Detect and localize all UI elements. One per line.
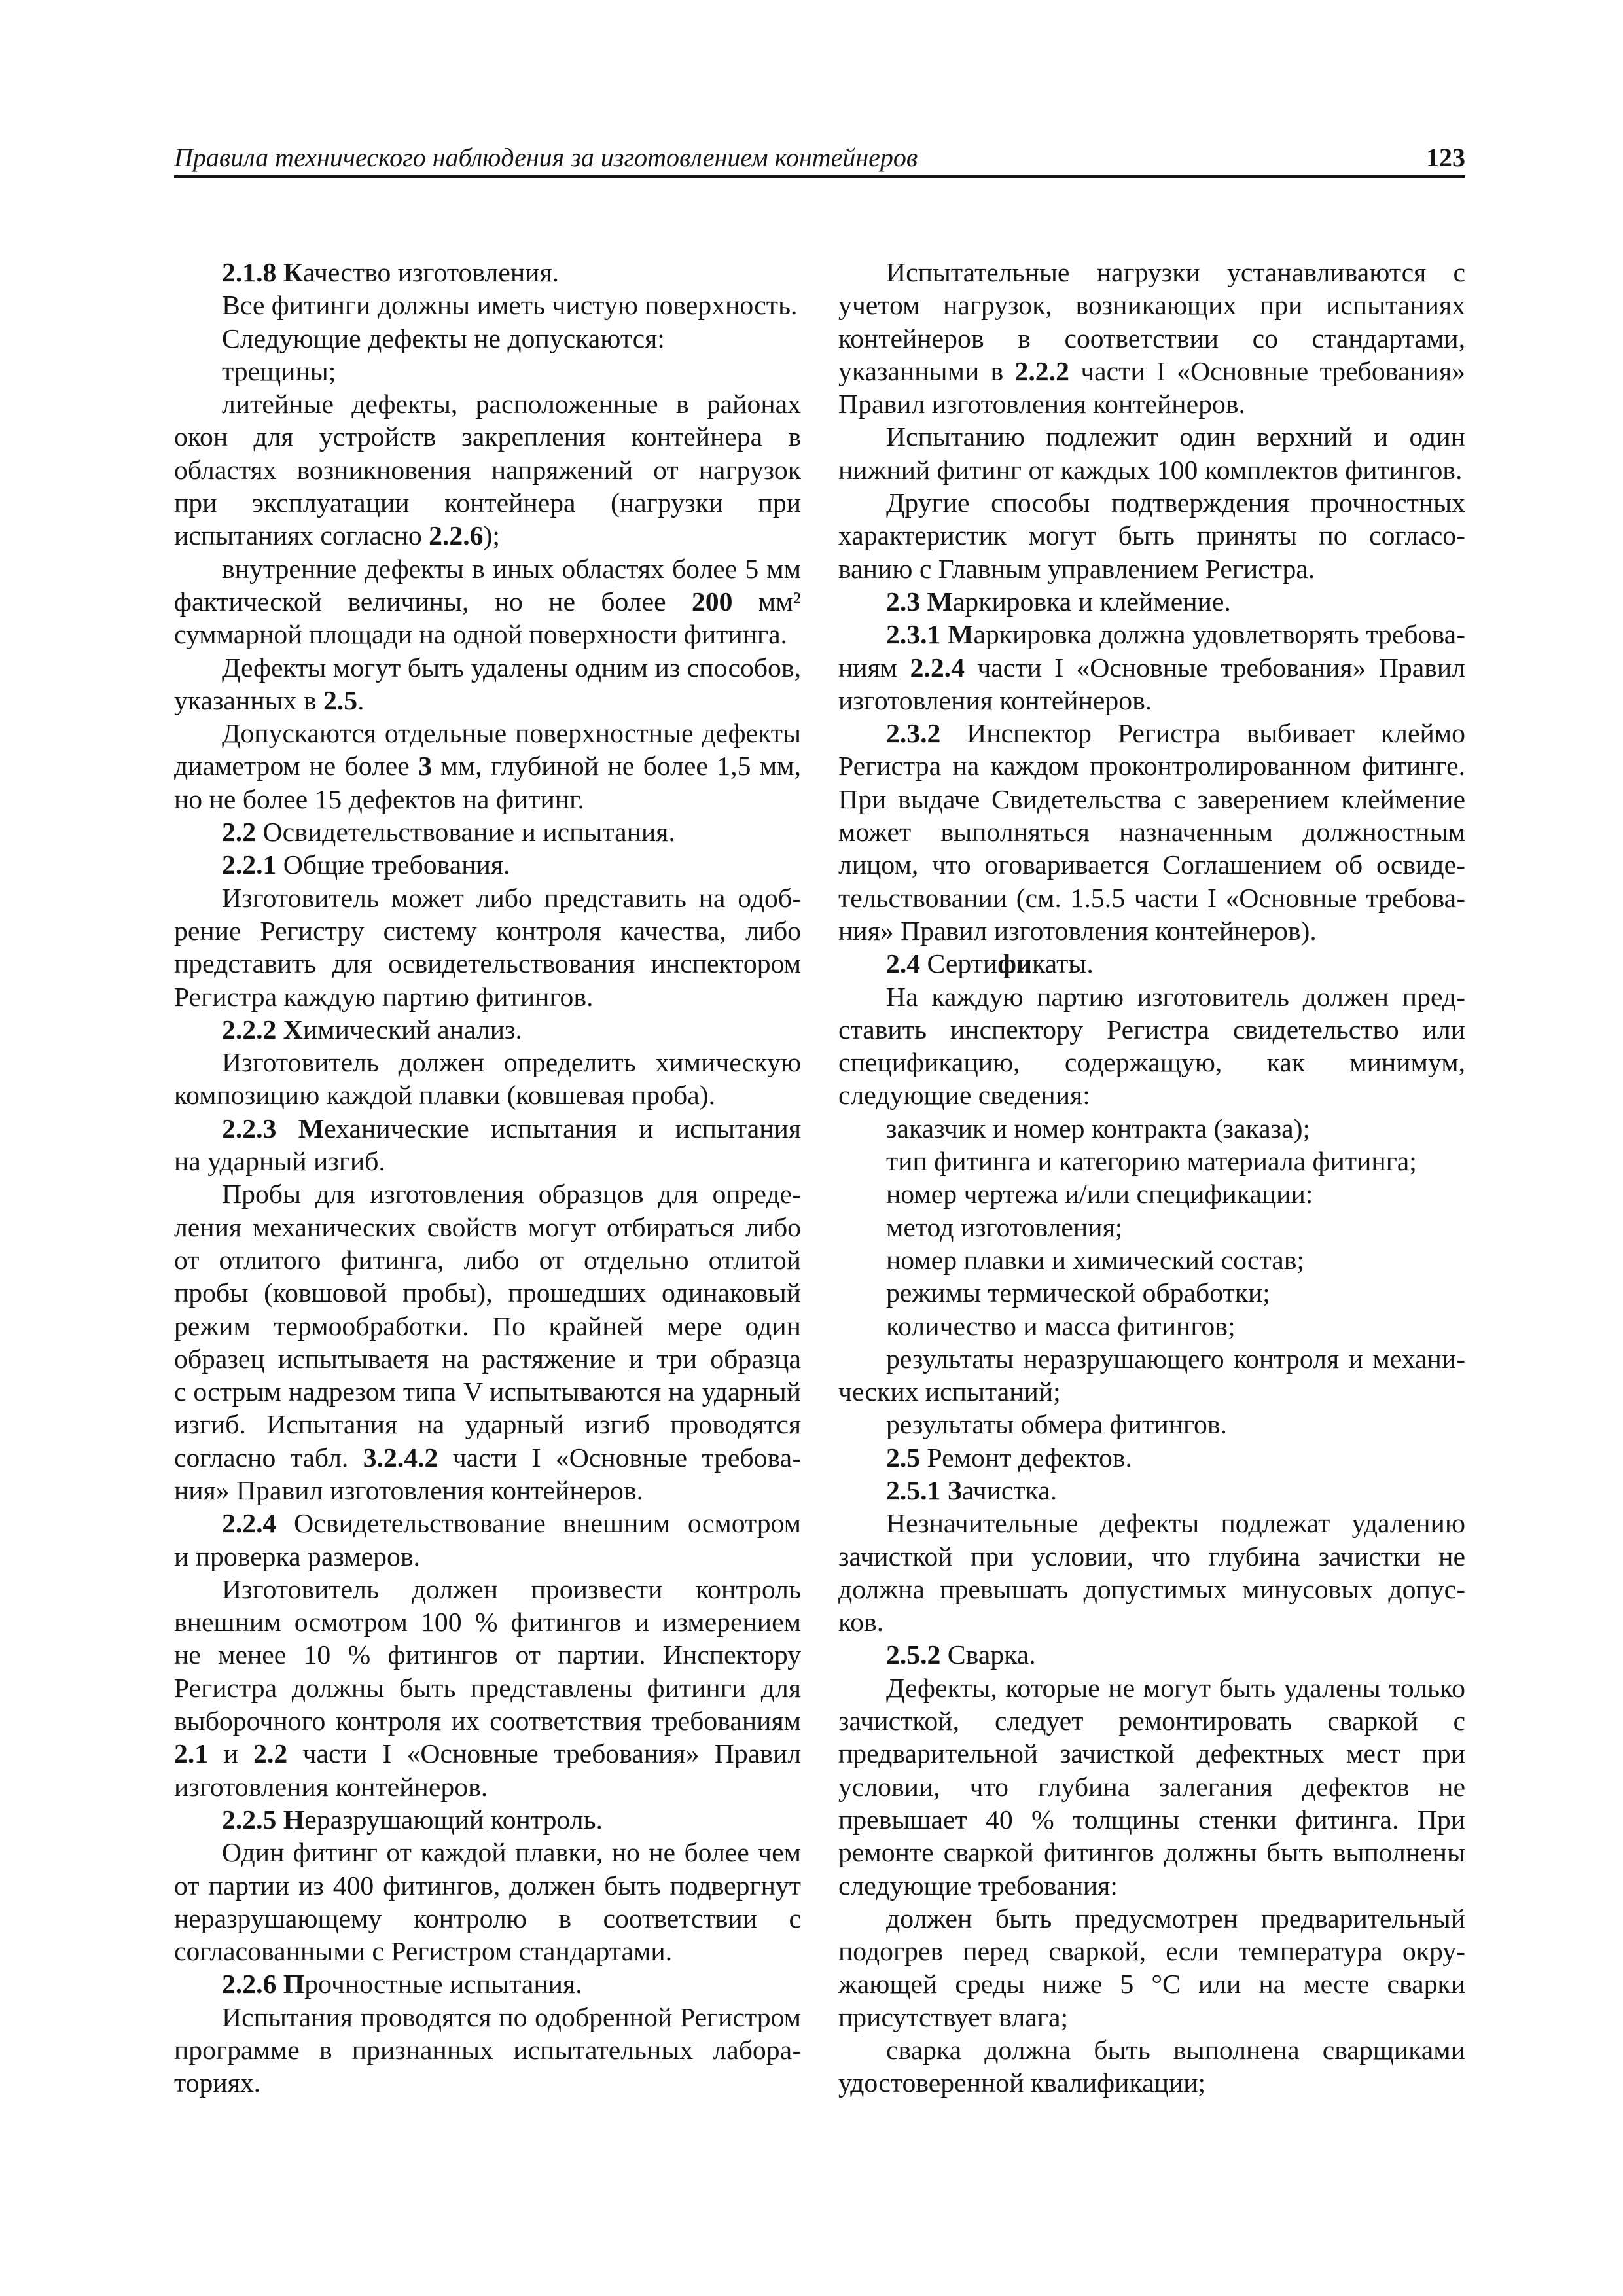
- text-line: режим термообработки. По крайней мере один: [174, 1311, 801, 1342]
- text-line: На каждую партию изготовитель должен пред-: [886, 982, 1465, 1013]
- paragraph: [174, 816, 801, 849]
- paragraph: [174, 1804, 801, 1837]
- text-run: мм²: [732, 586, 801, 617]
- text-line: но не более 15 дефектов на фитинг.: [174, 784, 584, 815]
- bold-text-run: 2.5.1 З: [886, 1475, 962, 1506]
- text-line: на ударный изгиб.: [174, 1147, 385, 1177]
- text-run: части I «Основные требования» Правил: [964, 653, 1465, 683]
- text-line: Дефекты могут быть удалены одним из способов,: [222, 653, 801, 683]
- text-line: Один фитинг от каждой плавки, но не более чем: [222, 1838, 801, 1869]
- paragraph: [174, 1014, 801, 1047]
- bold-text-run: 2.1: [174, 1739, 209, 1770]
- text-line: тип фитинга и категорию материала фитинга;: [886, 1147, 1417, 1177]
- text-run: ачество изготовления.: [303, 258, 560, 288]
- text-run: Освидетельствование внешним осмотром: [276, 1509, 801, 1539]
- text-line: следующие сведения:: [838, 1081, 1090, 1111]
- text-line: ления механических свойств могут отбираться либо: [174, 1212, 801, 1243]
- text-line: количество и масса фитингов;: [886, 1311, 1236, 1342]
- text-line: режимы термической обработки;: [886, 1278, 1270, 1309]
- text-run: Общие требования.: [276, 850, 510, 881]
- paragraph: [174, 652, 801, 718]
- text-line: лицом, что оговаривается Соглашением об освиде-: [838, 850, 1465, 881]
- bold-text-run: 2.3.2: [886, 719, 941, 749]
- header-rule: [174, 175, 1465, 178]
- text-line: [838, 355, 1465, 388]
- text-line: тельствовании (см. 1.5.5 части I «Основные требова-: [838, 883, 1465, 914]
- paragraph: [838, 619, 1465, 717]
- text-line: от партии из 400 фитингов, должен быть подвергнут: [174, 1871, 801, 1901]
- text-line: [174, 1113, 801, 1145]
- bold-text-run: 2.3.1 М: [886, 620, 974, 651]
- text-line: спецификацию, содержащую, как минимум,: [838, 1048, 1465, 1079]
- paragraph: [174, 2001, 801, 2100]
- text-run: .: [357, 685, 365, 716]
- paragraph: [838, 1244, 1465, 1277]
- text-run: Инспектор Регистра выбивает клеймо: [940, 719, 1465, 749]
- bold-text-run: 2.2.4: [910, 653, 965, 683]
- text-line: [838, 1639, 1465, 1672]
- bold-text-run: 2.2.1: [222, 850, 277, 881]
- text-line: Пробы для изготовления образцов для опреде-: [222, 1179, 801, 1210]
- text-line: [838, 586, 1465, 619]
- text-line: областях возникновения напряжений от нагрузок: [174, 455, 801, 486]
- paragraph: [174, 1837, 801, 1968]
- bold-text-run: 2.2.6: [429, 521, 484, 552]
- page-number: 123: [1426, 143, 1465, 172]
- text-line: представить для освидетельствования инспектором: [174, 949, 801, 980]
- text-line: [174, 1968, 801, 2001]
- text-line: должен быть предусмотрен предварительный: [886, 1903, 1465, 1934]
- text-line: [174, 1442, 801, 1475]
- text-line: условии, что глубина залегания дефектов не: [838, 1772, 1465, 1803]
- text-line: Изготовитель должен произвести контроль: [222, 1574, 801, 1605]
- paragraph: [838, 1178, 1465, 1211]
- bold-text-run: 2.5.2: [886, 1640, 941, 1671]
- text-run: и: [208, 1739, 254, 1770]
- text-line: сварка должна быть выполнена сварщиками: [886, 2036, 1465, 2066]
- text-run: ачистка.: [961, 1475, 1058, 1506]
- text-line: нижний фитинг от каждых 100 комплектов фитингов.: [838, 455, 1463, 486]
- paragraph: [174, 1507, 801, 1573]
- bold-text-run: 2.2.2 Х: [222, 1014, 303, 1045]
- text-run: согласно табл.: [174, 1443, 363, 1473]
- text-run: еразрушающий контроль.: [304, 1804, 603, 1835]
- text-line: изготовления контейнеров.: [174, 1772, 488, 1803]
- paragraph: [174, 257, 801, 289]
- text-line: ториях.: [174, 2068, 261, 2099]
- bold-text-run: 2.1.8 К: [222, 258, 304, 288]
- text-line: композицию каждой плавки (ковшевая проба).: [174, 1081, 716, 1111]
- text-line: подогрев перед сваркой, если температура окру-: [838, 1937, 1465, 1967]
- paragraph: [838, 2034, 1465, 2100]
- text-run: Ремонт дефектов.: [920, 1443, 1132, 1473]
- text-line: [174, 750, 801, 783]
- text-line: зачисткой при условии, что глубина зачистки не: [838, 1541, 1465, 1572]
- text-line: ния» Правил изготовления контейнеров).: [838, 916, 1317, 946]
- text-line: Правил изготовления контейнеров.: [838, 389, 1245, 420]
- paragraph: [838, 1277, 1465, 1310]
- text-line: Дефекты, которые не могут быть удалены только: [886, 1673, 1465, 1704]
- text-run: части I «Основные требования» Правил: [287, 1739, 802, 1770]
- paragraph: [838, 1475, 1465, 1507]
- bold-text-run: 2.2: [253, 1739, 288, 1770]
- paragraph: [174, 388, 801, 552]
- bold-text-run: 2.3 М: [886, 586, 953, 617]
- paragraph: [838, 586, 1465, 619]
- paragraph: [838, 1113, 1465, 1145]
- text-line: Другие способы подтверждения прочностных: [886, 488, 1465, 519]
- bold-text-run: 2.2: [222, 817, 257, 848]
- text-line: Следующие дефекты не допускаются:: [222, 323, 665, 354]
- bold-text-run: 2.5: [323, 685, 358, 716]
- text-line: образец испытываетя на растяжение и три образца: [174, 1344, 801, 1374]
- bold-text-run: 2.4: [886, 949, 921, 980]
- text-line: Регистра каждую партию фитингов.: [174, 982, 594, 1013]
- text-line: При выдаче Свидетельства с заверением клеймение: [838, 784, 1465, 815]
- text-line: изготовления контейнеров.: [838, 685, 1152, 716]
- bold-text-run: 3.2.4.2: [363, 1443, 438, 1473]
- running-title: Правила технического наблюдения за изготовлением контейнеров: [174, 143, 918, 172]
- text-line: изгиб. Испытания на ударный изгиб проводятся: [174, 1410, 801, 1441]
- text-line: выборочного контроля их соответствия требованиям: [174, 1706, 801, 1737]
- text-line: внутренние дефекты в иных областях более 5 мм: [222, 554, 801, 584]
- paragraph: [174, 289, 801, 322]
- paragraph: [174, 323, 801, 355]
- paragraph: [174, 849, 801, 882]
- text-line: согласованными с Регистром стандартами.: [174, 1937, 673, 1967]
- text-line: [838, 1442, 1465, 1475]
- bold-text-run: 2.2.6 П: [222, 1969, 305, 2000]
- text-run: Серти: [920, 949, 998, 980]
- text-line: Изготовитель должен определить химическую: [222, 1048, 801, 1079]
- bold-text-run: 2.2.5 Н: [222, 1804, 305, 1835]
- text-run: каты.: [1032, 949, 1094, 980]
- text-run: Сварка.: [940, 1640, 1036, 1671]
- paragraph: [174, 553, 801, 652]
- text-run: фактической величины, но не более: [174, 586, 692, 617]
- paragraph: [174, 1968, 801, 2001]
- text-line: Регистра должны быть представлены фитинги для: [174, 1673, 801, 1704]
- text-line: [838, 619, 1465, 651]
- bold-text-run: 200: [691, 586, 733, 617]
- text-line: [174, 520, 801, 552]
- text-line: зачисткой, следует ремонтировать сваркой с: [838, 1706, 1465, 1737]
- text-line: контейнеров в соответствии со стандартами,: [838, 323, 1465, 354]
- text-line: окон для устройств закрепления контейнера в: [174, 422, 801, 453]
- text-run: );: [483, 521, 500, 552]
- text-line: присутствует влага;: [838, 2002, 1069, 2033]
- text-line: ния» Правил изготовления контейнеров.: [174, 1475, 643, 1506]
- text-line: результаты неразрушающего контроля и механи-: [886, 1344, 1465, 1374]
- paragraph: [838, 1310, 1465, 1343]
- paragraph: [174, 355, 801, 388]
- text-line: Регистра на каждом проконтролированном фитинге.: [838, 751, 1465, 782]
- paragraph: [174, 882, 801, 1014]
- text-line: [838, 948, 1465, 980]
- bold-text-run: 2.2.2: [1014, 356, 1069, 387]
- text-run: ниям: [838, 653, 910, 683]
- text-run: мм, глубиной не более 1,5 мм,: [432, 751, 801, 782]
- text-line: программе в признанных испытательных лабора-: [174, 2036, 801, 2066]
- text-line: номер плавки и химический состав;: [886, 1245, 1305, 1276]
- text-line: [174, 685, 801, 717]
- text-line: предварительной зачисткой дефектных мест при: [838, 1739, 1465, 1770]
- paragraph: [838, 948, 1465, 980]
- text-line: превышает 40 % толщины стенки фитинга. При: [838, 1804, 1465, 1835]
- text-line: Испытанию подлежит один верхний и один: [886, 422, 1465, 453]
- text-line: жающей среды ниже 5 °С или на месте сварки: [838, 1969, 1465, 2000]
- text-line: ванию с Главным управлением Регистра.: [838, 554, 1315, 584]
- text-line: [174, 1804, 801, 1837]
- paragraph: [174, 1047, 801, 1113]
- text-line: не менее 10 % фитингов от партии. Инспектору: [174, 1640, 801, 1671]
- paragraph: [838, 1442, 1465, 1475]
- paragraph: [838, 487, 1465, 586]
- text-line: ставить инспектору Регистра свидетельство или: [838, 1014, 1465, 1045]
- paragraph: [838, 1903, 1465, 2034]
- paragraph: [838, 1343, 1465, 1409]
- text-line: неразрушающему контролю в соответствии с: [174, 1903, 801, 1934]
- text-line: Испытания проводятся по одобренной Регистром: [222, 2002, 801, 2033]
- paragraph: [838, 1672, 1465, 1903]
- bold-text-run: фи: [997, 949, 1033, 980]
- text-line: с острым надрезом типа V испытываются на ударный: [174, 1377, 801, 1408]
- text-line: пробы (ковшовой пробы), прошедших одинаковый: [174, 1278, 801, 1309]
- text-line: результаты обмера фитингов.: [886, 1410, 1227, 1441]
- text-line: может выполняться назначенным должностным: [838, 817, 1465, 848]
- running-header: [174, 141, 1465, 174]
- text-line: от отлитого фитинга, либо от отдельно отлитой: [174, 1245, 801, 1276]
- paragraph: [838, 981, 1465, 1113]
- text-line: заказчик и номер контракта (заказа);: [886, 1113, 1311, 1144]
- bold-text-run: 3: [418, 751, 433, 782]
- text-line: внешним осмотром 100 % фитингов и измерением: [174, 1607, 801, 1638]
- text-run: имический анализ.: [302, 1014, 522, 1045]
- paragraph: [838, 421, 1465, 487]
- text-line: ремонте сваркой фитингов должны быть выполнены: [838, 1838, 1465, 1869]
- text-line: учетом нагрузок, возникающих при испытаниях: [838, 291, 1465, 321]
- paragraph: [838, 1639, 1465, 1672]
- text-line: литейные дефекты, расположенные в районах: [222, 389, 801, 420]
- paragraph: [174, 1573, 801, 1804]
- text-line: метод изготовления;: [886, 1212, 1123, 1243]
- text-line: [838, 717, 1465, 750]
- paragraph: [838, 1211, 1465, 1244]
- text-line: Все фитинги должны иметь чистую поверхность.: [222, 291, 798, 321]
- text-run: части I «Основные требова-: [438, 1443, 801, 1473]
- text-line: характеристик могут быть приняты по согласо-: [838, 521, 1465, 552]
- paragraph: [174, 1178, 801, 1507]
- text-run: части I «Основные требования»: [1069, 356, 1465, 387]
- bold-text-run: 2.2.3 М: [222, 1113, 325, 1144]
- text-line: [174, 849, 801, 882]
- paragraph: [838, 1507, 1465, 1639]
- text-line: [174, 1738, 801, 1770]
- text-line: ческих испытаний;: [838, 1377, 1061, 1408]
- text-line: следующие требования:: [838, 1871, 1118, 1901]
- paragraph: [838, 1145, 1465, 1178]
- text-line: должна превышать допустимых минусовых допус-: [838, 1574, 1465, 1605]
- left-column: [174, 257, 801, 2100]
- text-line: [174, 586, 801, 619]
- text-run: испытаниях согласно: [174, 521, 429, 552]
- text-line: ков.: [838, 1607, 884, 1638]
- text-line: [174, 816, 801, 849]
- text-line: при эксплуатации контейнера (нагрузки при: [174, 488, 801, 519]
- paragraph: [174, 717, 801, 816]
- text-line: [174, 257, 801, 289]
- text-run: еханические испытания и испытания: [324, 1113, 801, 1144]
- text-run: аркировка и клеймение.: [952, 586, 1231, 617]
- text-line: и проверка размеров.: [174, 1541, 420, 1572]
- bold-text-run: 2.5: [886, 1443, 921, 1473]
- text-run: указанными в: [838, 356, 1015, 387]
- text-line: Незначительные дефекты подлежат удалению: [886, 1509, 1465, 1539]
- text-line: [174, 1507, 801, 1540]
- text-line: удостоверенной квалификации;: [838, 2068, 1206, 2099]
- text-line: номер чертежа и/или спецификации:: [886, 1179, 1313, 1210]
- text-run: диаметром не более: [174, 751, 419, 782]
- right-column: [838, 257, 1465, 2100]
- text-line: Допускаются отдельные поверхностные дефекты: [222, 719, 801, 749]
- text-line: Испытательные нагрузки устанавливаются с: [886, 258, 1465, 288]
- text-line: [838, 652, 1465, 685]
- text-run: аркировка должна удовлетворять требова-: [973, 620, 1465, 651]
- paragraph: [174, 1113, 801, 1179]
- paragraph: [838, 1408, 1465, 1441]
- text-line: [174, 1014, 801, 1047]
- text-line: Изготовитель может либо представить на одоб-: [222, 883, 801, 914]
- text-run: рочностные испытания.: [304, 1969, 582, 2000]
- paragraph: [838, 717, 1465, 948]
- text-line: трещины;: [222, 356, 336, 387]
- text-line: [838, 1475, 1465, 1507]
- text-line: суммарной площади на одной поверхности фитинга.: [174, 620, 788, 651]
- bold-text-run: 2.2.4: [222, 1509, 277, 1539]
- text-line: рение Регистру систему контроля качества, либо: [174, 916, 801, 946]
- text-run: Освидетельствование и испытания.: [256, 817, 675, 848]
- paragraph: [838, 257, 1465, 421]
- text-run: указанных в: [174, 685, 323, 716]
